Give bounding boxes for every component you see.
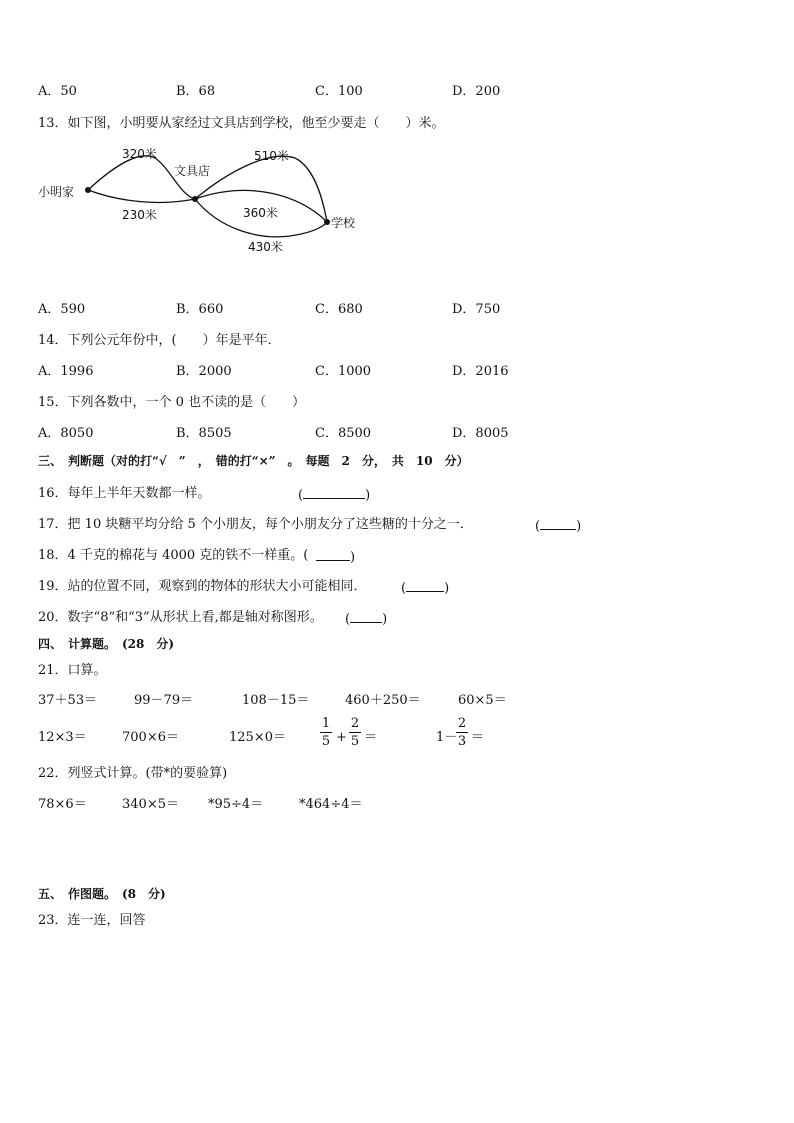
q15-option-b: B．8505	[176, 426, 232, 441]
distance-230: 230米	[122, 208, 157, 222]
q14-option-a: A．1996	[38, 364, 94, 379]
q14-option-d: D．2016	[452, 364, 509, 379]
section-3-heading: 三、 判断题（对的打“√ ” ， 错的打“×” 。 每题 2 分， 共 10 分）	[38, 454, 469, 468]
q14-option-c: C．1000	[315, 364, 372, 379]
q22-item2: 340×5＝	[122, 797, 179, 812]
distance-360: 360米	[243, 206, 278, 220]
q12-option-a: A．50	[38, 84, 77, 99]
distance-430: 430米	[248, 240, 283, 254]
q18-text: 18．4 千克的棉花与 4000 克的铁不一样重。(	[38, 548, 309, 563]
q22-item4: *464÷4＝	[299, 797, 363, 812]
q21-row2-item3: 125×0＝	[229, 730, 286, 745]
q21-row1-item2: 99－79＝	[134, 693, 194, 708]
q21-row1-item4: 460＋250＝	[345, 693, 421, 708]
school-dot	[324, 219, 330, 225]
section-5-heading: 五、 作图题。 (8 分)	[38, 887, 166, 901]
q21-title: 21．口算。	[38, 663, 107, 678]
q12-option-d: D．200	[452, 84, 501, 99]
q20-answer[interactable]: ( )	[345, 612, 388, 627]
q13-option-b: B．660	[176, 302, 224, 317]
q20-text: 20．数字“8”和“3”从形状上看,都是轴对称图形。	[38, 610, 323, 625]
q17-text: 17．把 10 块糖平均分给 5 个小朋友，每个小朋友分了这些糖的十分之一．	[38, 517, 473, 532]
route-home-store-lower	[88, 190, 195, 202]
q14-text: 14．下列公元年份中，( ）年是平年．	[38, 333, 281, 348]
q22-item1: 78×6＝	[38, 797, 87, 812]
q13-option-a: A．590	[38, 302, 86, 317]
q21-row1-item5: 60×5＝	[458, 693, 507, 708]
q19-answer[interactable]: ( )	[401, 581, 450, 596]
home-dot	[85, 187, 91, 193]
q17-answer[interactable]: ( )	[535, 519, 582, 534]
q15-option-d: D．8005	[452, 426, 509, 441]
route-diagram	[30, 140, 390, 265]
q13-option-c: C．680	[315, 302, 363, 317]
q12-option-b: B．68	[176, 84, 216, 99]
fraction-1-5: 1 5	[321, 716, 331, 749]
q15-option-c: C．8500	[315, 426, 372, 441]
q12-option-c: C．100	[315, 84, 363, 99]
q15-text: 15．下列各数中，一个 0 也不读的是（ ）	[38, 395, 306, 410]
q21-row1-item3: 108－15＝	[242, 693, 310, 708]
one-minus: 1－	[436, 730, 458, 745]
q13-option-d: D．750	[452, 302, 501, 317]
q16-answer[interactable]: ( )	[298, 488, 371, 503]
fraction-2-3: 2 3	[457, 716, 467, 749]
distance-320: 320米	[122, 147, 157, 161]
q21-row2-item2: 700×6＝	[122, 730, 179, 745]
q22-item3: *95÷4＝	[208, 797, 264, 812]
q14-option-b: B．2000	[176, 364, 232, 379]
q16-text: 16．每年上半年天数都一样。	[38, 486, 211, 501]
store-label: 文具店	[174, 164, 211, 178]
store-dot	[192, 196, 198, 202]
equals-sign-2: ＝	[471, 730, 485, 745]
q15-option-a: A．8050	[38, 426, 94, 441]
q21-row1-item1: 37＋53＝	[38, 693, 98, 708]
fraction-2-5: 2 5	[350, 716, 360, 749]
school-label: 学校	[331, 216, 356, 230]
home-label: 小明家	[38, 185, 75, 199]
plus-sign: +	[336, 730, 347, 745]
q19-text: 19．站的位置不同，观察到的物体的形状大小可能相同．	[38, 579, 367, 594]
equals-sign: ＝	[364, 730, 378, 745]
q23-text: 23．连一连，回答	[38, 913, 146, 928]
q21-row2-item1: 12×3＝	[38, 730, 87, 745]
q22-title: 22．列竖式计算。(带*的要验算)	[38, 766, 228, 781]
distance-510: 510米	[254, 149, 289, 163]
q13-text: 13．如下图，小明要从家经过文具店到学校，他至少要走（ ）米。	[38, 116, 445, 131]
q18-answer[interactable]: )	[316, 548, 355, 566]
section-4-heading: 四、 计算题。 (28 分)	[38, 637, 175, 651]
